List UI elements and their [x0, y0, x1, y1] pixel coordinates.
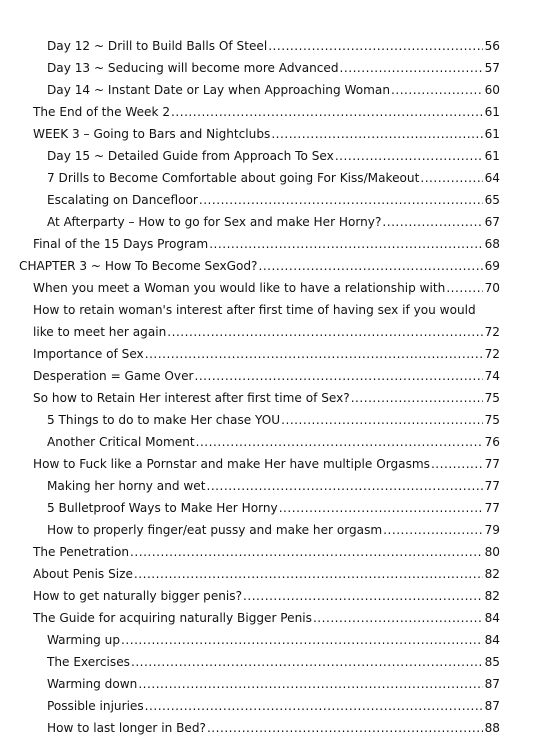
toc-entry-title: like to meet her again: [33, 325, 167, 339]
toc-entry[interactable]: [0, 123, 544, 145]
toc-entry[interactable]: [0, 79, 544, 101]
toc-entry-page-number: 75: [484, 391, 500, 405]
toc-entry-title: Importance of Sex: [33, 347, 144, 361]
toc-entry-title: How to last longer in Bed?: [47, 721, 206, 735]
dot-leader: [382, 211, 483, 233]
toc-entry[interactable]: [0, 673, 544, 695]
toc-entry-title: 5 Things to do to make Her chase YOU: [47, 413, 281, 427]
toc-entry[interactable]: [0, 35, 544, 57]
dot-leader: [383, 519, 483, 541]
toc-entry-page-number: 77: [484, 479, 500, 493]
toc-entry-title: Day 13 ~ Seducing will become more Advanced: [47, 61, 339, 75]
toc-entry[interactable]: [0, 453, 544, 475]
dot-leader: [209, 233, 483, 255]
toc-entry[interactable]: [0, 211, 544, 233]
toc-entry-title: How to retain woman's interest after first time of having sex if you would: [33, 303, 476, 317]
toc-entry-title: Making her horny and wet: [47, 479, 206, 493]
toc-entry[interactable]: [0, 541, 544, 563]
toc-entry-page-number: 61: [484, 127, 500, 141]
toc-entry-title: Warming up: [47, 633, 121, 647]
toc-entry-page-number: 61: [484, 149, 500, 163]
toc-entry-title: When you meet a Woman you would like to have a relationship with: [33, 281, 446, 295]
toc-entry-page-number: 77: [484, 501, 500, 515]
dot-leader: [199, 189, 483, 211]
toc-entry-page-number: 88: [484, 721, 500, 735]
toc-entry-title: About Penis Size: [33, 567, 133, 581]
dot-leader: [167, 321, 483, 343]
dot-leader: [446, 277, 483, 299]
toc-entry-page-number: 67: [484, 215, 500, 229]
toc-entry-page-number: 79: [484, 523, 500, 537]
toc-entry-title: 5 Bulletproof Ways to Make Her Horny: [47, 501, 278, 515]
toc-entry-title: Day 15 ~ Detailed Guide from Approach To Sex: [47, 149, 334, 163]
toc-entry[interactable]: [0, 717, 544, 739]
toc-entry-page-number: 87: [484, 699, 500, 713]
toc-entry-title: At Afterparty – How to go for Sex and make Her Horny?: [47, 215, 382, 229]
toc-entry[interactable]: [0, 365, 544, 387]
toc-entry-title: Day 12 ~ Drill to Build Balls Of Steel: [47, 39, 268, 53]
toc-entry-title: Day 14 ~ Instant Date or Lay when Approaching Woman: [47, 83, 391, 97]
dot-leader: [268, 35, 483, 57]
toc-entry[interactable]: [0, 57, 544, 79]
toc-entry-title: How to Fuck like a Pornstar and make Her have multiple Orgasms: [33, 457, 430, 471]
toc-entry[interactable]: [0, 695, 544, 717]
table-of-contents: [0, 35, 544, 739]
toc-entry-page-number: 57: [484, 61, 500, 75]
toc-entry-page-number: 60: [484, 83, 500, 97]
toc-entry-title: Another Critical Moment: [47, 435, 195, 449]
dot-leader: [391, 79, 483, 101]
dot-leader: [431, 453, 483, 475]
dot-leader: [281, 409, 483, 431]
toc-entry[interactable]: [0, 475, 544, 497]
toc-entry[interactable]: [0, 431, 544, 453]
toc-entry-title: The Exercises: [47, 655, 130, 669]
toc-entry[interactable]: [0, 145, 544, 167]
toc-entry-title: How to get naturally bigger penis?: [33, 589, 243, 603]
toc-entry[interactable]: [0, 167, 544, 189]
toc-entry-page-number: 64: [484, 171, 500, 185]
toc-entry-page-number: 85: [484, 655, 500, 669]
dot-leader: [196, 431, 483, 453]
dot-leader: [138, 673, 483, 695]
dot-leader: [145, 695, 483, 717]
dot-leader: [207, 717, 483, 739]
toc-entry-title: The Guide for acquiring naturally Bigger Penis: [33, 611, 312, 625]
toc-entry[interactable]: [0, 497, 544, 519]
toc-entry-page-number: 75: [484, 413, 500, 427]
dot-leader: [131, 651, 483, 673]
dot-leader: [420, 167, 483, 189]
dot-leader: [258, 255, 483, 277]
toc-entry-page-number: 74: [484, 369, 500, 383]
toc-entry-page-number: 82: [484, 589, 500, 603]
toc-entry[interactable]: [0, 387, 544, 409]
toc-entry[interactable]: [0, 277, 544, 299]
toc-entry[interactable]: [0, 607, 544, 629]
dot-leader: [121, 629, 483, 651]
toc-entry[interactable]: [0, 409, 544, 431]
toc-entry[interactable]: [0, 519, 544, 541]
toc-entry-title: How to properly finger/eat pussy and make her orgasm: [47, 523, 383, 537]
toc-entry-page-number: 68: [484, 237, 500, 251]
dot-leader: [145, 343, 483, 365]
dot-leader: [134, 563, 483, 585]
toc-entry-page-number: 82: [484, 567, 500, 581]
toc-entry-title: 7 Drills to Become Comfortable about going For Kiss/Makeout: [47, 171, 420, 185]
toc-entry-title: Escalating on Dancefloor: [47, 193, 198, 207]
toc-entry-title: Possible injuries: [47, 699, 144, 713]
toc-entry-title: So how to Retain Her interest after first time of Sex?: [33, 391, 350, 405]
toc-entry-page-number: 76: [484, 435, 500, 449]
toc-entry-title: Warming down: [47, 677, 138, 691]
toc-entry-page-number: 70: [484, 281, 500, 295]
toc-entry-page-number: 61: [484, 105, 500, 119]
toc-entry-title: Desperation = Game Over: [33, 369, 194, 383]
toc-entry[interactable]: [0, 321, 544, 343]
toc-entry[interactable]: [0, 651, 544, 673]
dot-leader: [130, 541, 483, 563]
toc-entry-title: CHAPTER 3 ~ How To Become SexGod?: [19, 259, 258, 273]
dot-leader: [243, 585, 483, 607]
dot-leader: [335, 145, 483, 167]
toc-entry[interactable]: [0, 101, 544, 123]
toc-entry-title: Final of the 15 Days Program: [33, 237, 209, 251]
dot-leader: [279, 497, 483, 519]
toc-entry[interactable]: [0, 343, 544, 365]
toc-entry-page-number: 72: [484, 325, 500, 339]
toc-entry-page-number: 87: [484, 677, 500, 691]
toc-entry-page-number: 80: [484, 545, 500, 559]
dot-leader: [194, 365, 483, 387]
dot-leader: [340, 57, 483, 79]
toc-entry-title: WEEK 3 – Going to Bars and Nightclubs: [33, 127, 271, 141]
dot-leader: [313, 607, 483, 629]
toc-entry[interactable]: [0, 189, 544, 211]
dot-leader: [206, 475, 483, 497]
toc-entry[interactable]: [0, 299, 544, 321]
toc-entry-page-number: 72: [484, 347, 500, 361]
toc-entry-page-number: 77: [484, 457, 500, 471]
toc-entry-page-number: 69: [484, 259, 500, 273]
toc-entry[interactable]: [0, 233, 544, 255]
toc-entry-page-number: 84: [484, 611, 500, 625]
toc-entry-title: The Penetration: [33, 545, 130, 559]
toc-entry[interactable]: [0, 255, 544, 277]
dot-leader: [171, 101, 483, 123]
dot-leader: [351, 387, 483, 409]
toc-entry-page-number: 56: [484, 39, 500, 53]
toc-entry[interactable]: [0, 585, 544, 607]
toc-entry-title: The End of the Week 2: [33, 105, 171, 119]
dot-leader: [271, 123, 483, 145]
toc-entry[interactable]: [0, 629, 544, 651]
toc-entry-page-number: 84: [484, 633, 500, 647]
toc-entry[interactable]: [0, 563, 544, 585]
toc-entry-page-number: 65: [484, 193, 500, 207]
